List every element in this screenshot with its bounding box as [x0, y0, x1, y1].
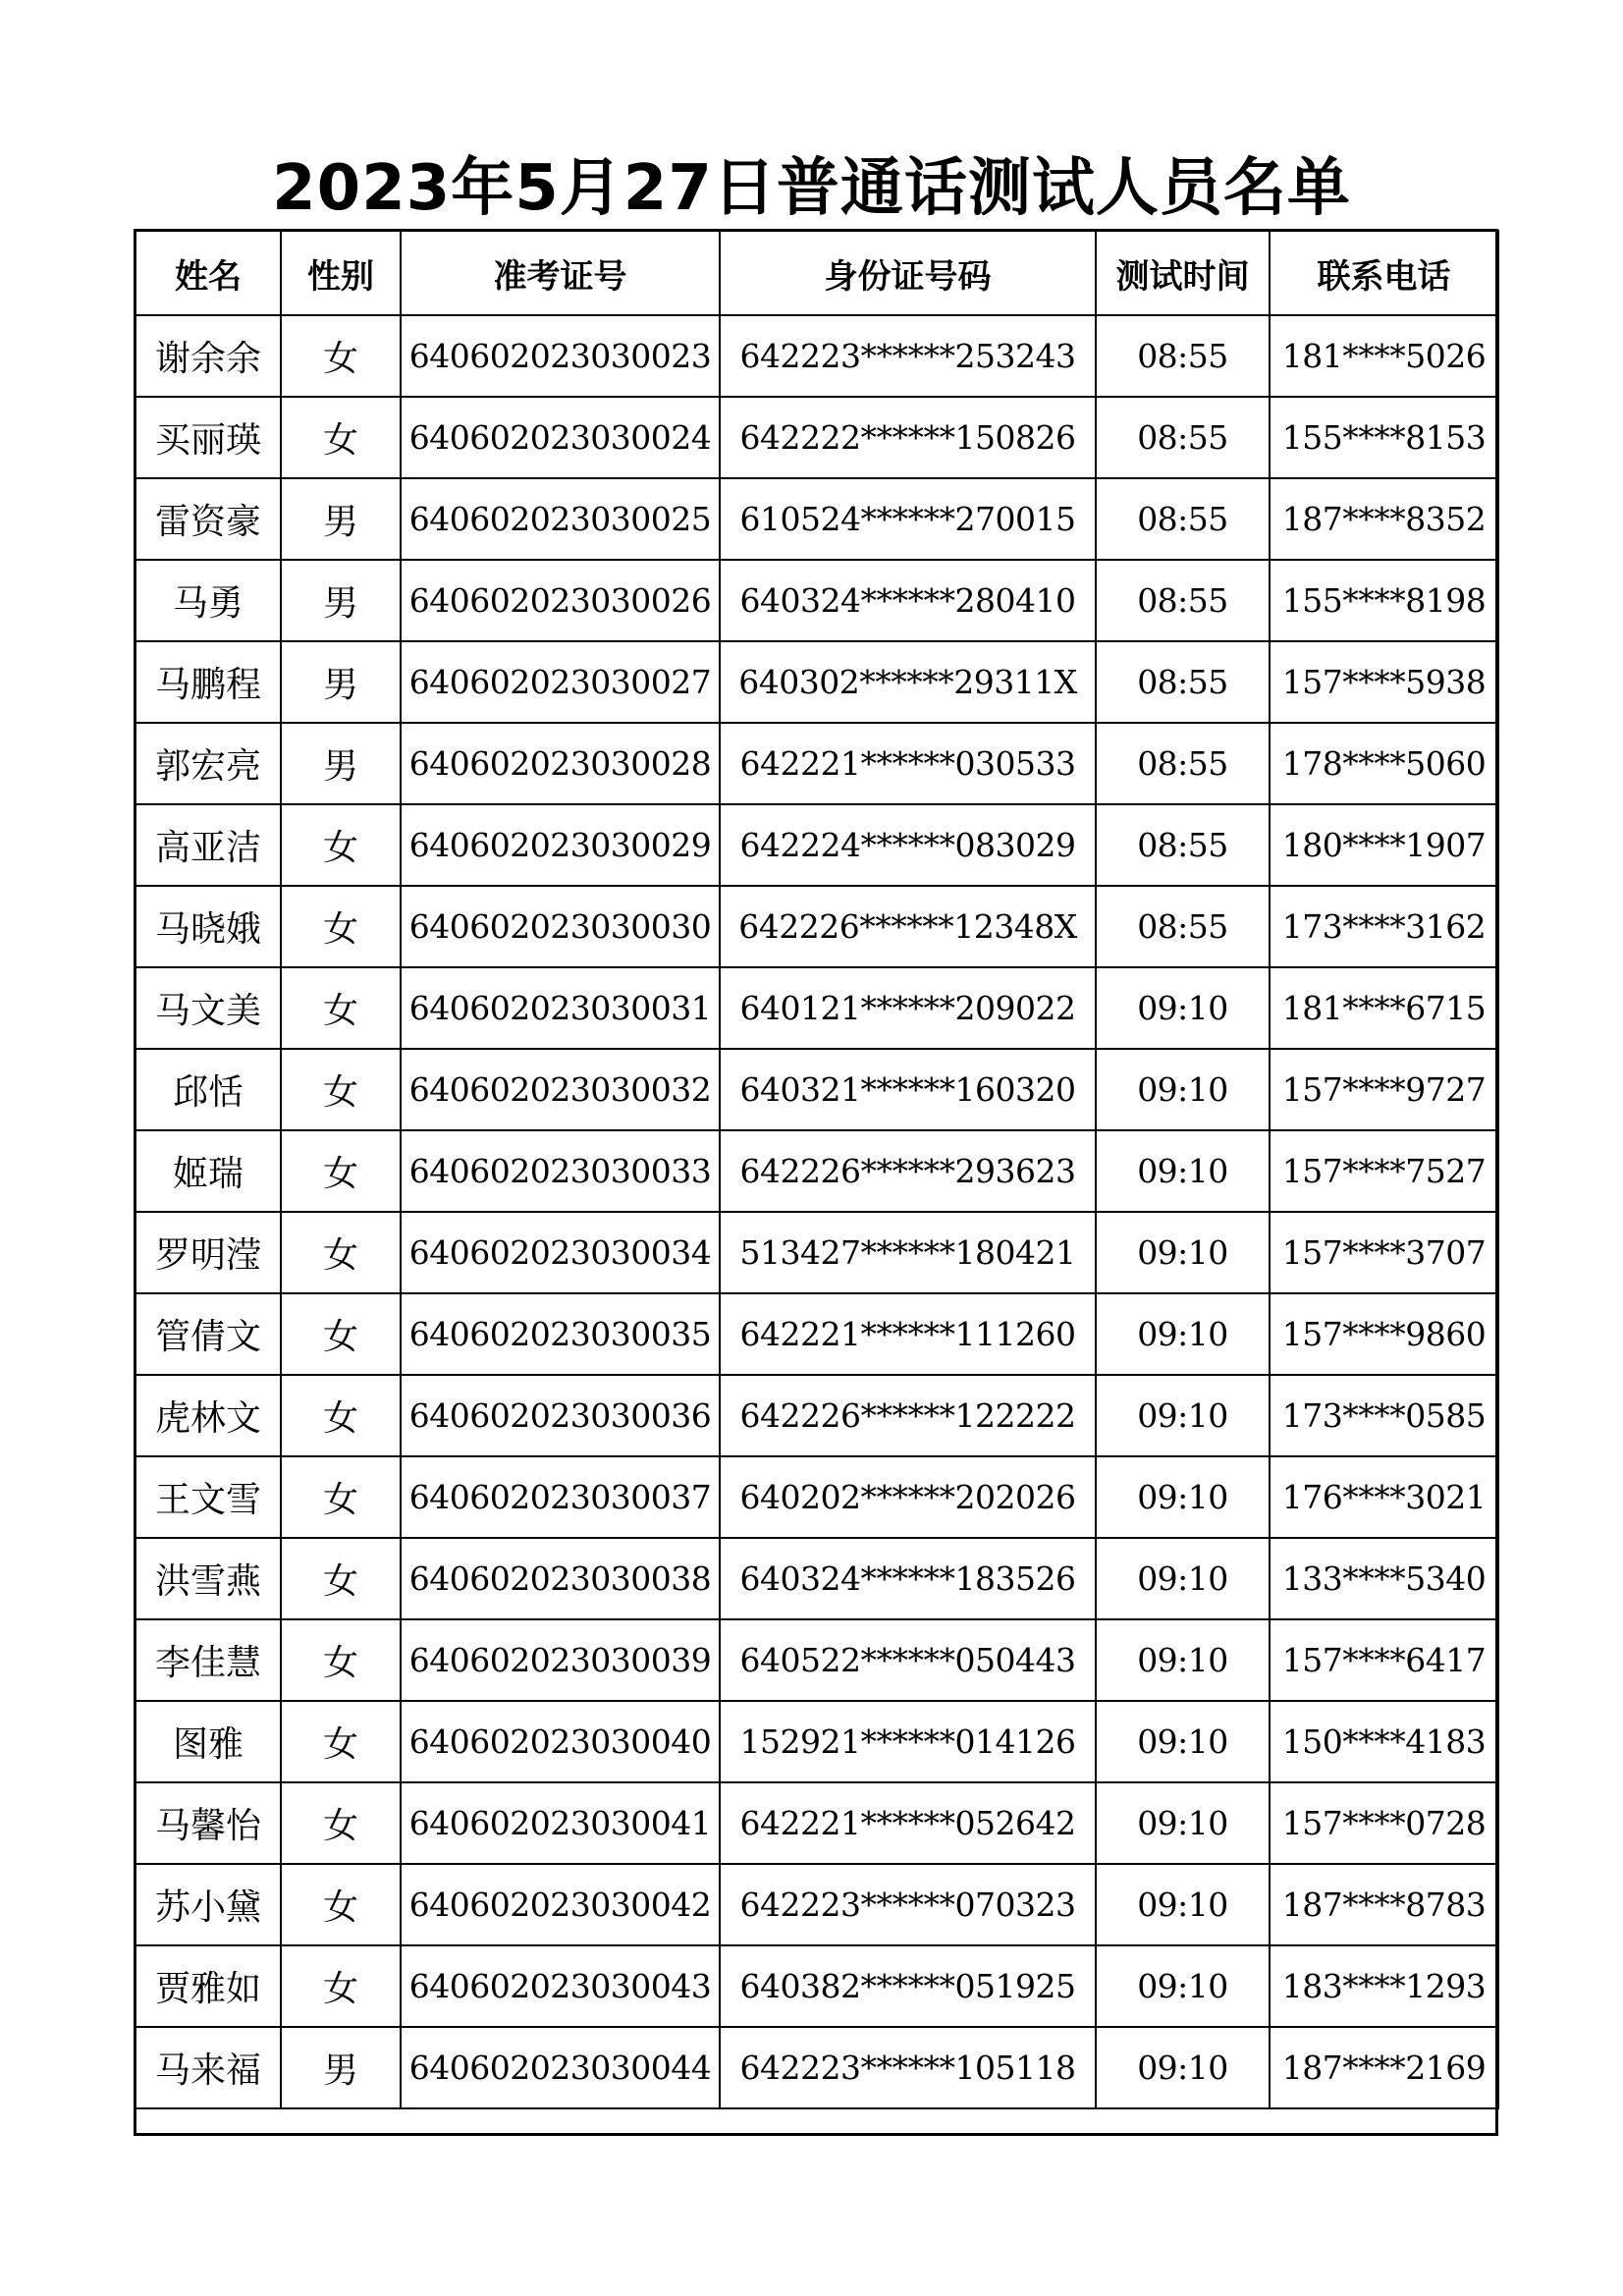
cell-test-time: 08:55 [1096, 886, 1270, 967]
cell-test-time: 09:10 [1096, 1782, 1270, 1864]
cell-admission-number: 640602023030034 [401, 1212, 720, 1293]
cell-phone: 187****8352 [1270, 478, 1498, 560]
cell-id-number: 640324******280410 [720, 560, 1096, 641]
cell-phone: 150****4183 [1270, 1701, 1498, 1782]
cell-admission-number: 640602023030032 [401, 1049, 720, 1130]
table-row [135, 478, 1498, 560]
cell-name: 姬瑞 [135, 1130, 281, 1212]
cell-admission-number: 640602023030035 [401, 1293, 720, 1375]
cell-test-time: 09:10 [1096, 1130, 1270, 1212]
cell-admission-number: 640602023030036 [401, 1375, 720, 1456]
cell-admission-number: 640602023030041 [401, 1782, 720, 1864]
cell-gender: 男 [281, 723, 401, 804]
header-row [135, 231, 1498, 315]
cell-gender: 女 [281, 1945, 401, 2027]
cell-phone: 157****6417 [1270, 1619, 1498, 1701]
cell-phone: 173****3162 [1270, 886, 1498, 967]
header-phone: 联系电话 [1270, 231, 1498, 315]
header-admission-number: 准考证号 [401, 231, 720, 315]
cell-gender: 女 [281, 1701, 401, 1782]
cell-id-number: 640382******051925 [720, 1945, 1096, 2027]
cell-admission-number: 640602023030043 [401, 1945, 720, 2027]
cell-admission-number: 640602023030025 [401, 478, 720, 560]
cell-phone: 157****5938 [1270, 641, 1498, 723]
cell-phone: 157****0728 [1270, 1782, 1498, 1864]
cell-test-time: 08:55 [1096, 397, 1270, 478]
cell-admission-number: 640602023030031 [401, 967, 720, 1049]
cell-test-time: 08:55 [1096, 315, 1270, 397]
cell-name: 高亚洁 [135, 804, 281, 886]
table-row [135, 1701, 1498, 1782]
cell-admission-number: 640602023030039 [401, 1619, 720, 1701]
table-row [135, 315, 1498, 397]
cell-id-number: 513427******180421 [720, 1212, 1096, 1293]
header-gender: 性别 [281, 231, 401, 315]
table-row [135, 1049, 1498, 1130]
table-row [135, 1293, 1498, 1375]
cell-phone: 157****9860 [1270, 1293, 1498, 1375]
cell-admission-number: 640602023030030 [401, 886, 720, 967]
cell-id-number: 640522******050443 [720, 1619, 1096, 1701]
cell-gender: 女 [281, 1130, 401, 1212]
cell-phone: 181****6715 [1270, 967, 1498, 1049]
cell-id-number: 642226******12348X [720, 886, 1096, 967]
cell-test-time: 09:10 [1096, 1701, 1270, 1782]
table-row [135, 2027, 1498, 2108]
cell-test-time: 09:10 [1096, 1293, 1270, 1375]
cell-admission-number: 640602023030029 [401, 804, 720, 886]
cell-id-number: 152921******014126 [720, 1701, 1096, 1782]
cell-gender: 女 [281, 1864, 401, 1945]
cell-admission-number: 640602023030038 [401, 1538, 720, 1619]
cell-test-time: 09:10 [1096, 1375, 1270, 1456]
cell-id-number: 642222******150826 [720, 397, 1096, 478]
cell-gender: 女 [281, 1212, 401, 1293]
cell-id-number: 642226******122222 [720, 1375, 1096, 1456]
cell-id-number: 642223******105118 [720, 2027, 1096, 2108]
cell-name: 虎林文 [135, 1375, 281, 1456]
cell-id-number: 640302******29311X [720, 641, 1096, 723]
cell-test-time: 09:10 [1096, 1945, 1270, 2027]
cell-gender: 男 [281, 2027, 401, 2108]
table-row [135, 886, 1498, 967]
cell-test-time: 08:55 [1096, 641, 1270, 723]
cell-phone: 187****8783 [1270, 1864, 1498, 1945]
cell-test-time: 09:10 [1096, 1212, 1270, 1293]
header-test-time: 测试时间 [1096, 231, 1270, 315]
cell-admission-number: 640602023030037 [401, 1456, 720, 1538]
cell-test-time: 09:10 [1096, 1456, 1270, 1538]
cell-id-number: 642223******070323 [720, 1864, 1096, 1945]
header-id-number: 身份证号码 [720, 231, 1096, 315]
cell-test-time: 09:10 [1096, 1538, 1270, 1619]
cell-gender: 女 [281, 1456, 401, 1538]
table-row [135, 723, 1498, 804]
cell-admission-number: 640602023030028 [401, 723, 720, 804]
table-row [135, 1456, 1498, 1538]
cell-id-number: 640324******183526 [720, 1538, 1096, 1619]
table-row [135, 641, 1498, 723]
cell-name: 苏小黛 [135, 1864, 281, 1945]
cell-name: 罗明滢 [135, 1212, 281, 1293]
cell-phone: 181****5026 [1270, 315, 1498, 397]
cell-gender: 女 [281, 1049, 401, 1130]
cell-name: 马鹏程 [135, 641, 281, 723]
cell-admission-number: 640602023030026 [401, 560, 720, 641]
cell-admission-number: 640602023030023 [401, 315, 720, 397]
table-row [135, 1212, 1498, 1293]
cell-name: 买丽瑛 [135, 397, 281, 478]
cell-name: 图雅 [135, 1701, 281, 1782]
cell-gender: 男 [281, 641, 401, 723]
cell-gender: 女 [281, 1538, 401, 1619]
cell-test-time: 08:55 [1096, 478, 1270, 560]
cell-test-time: 09:10 [1096, 1619, 1270, 1701]
cell-gender: 女 [281, 886, 401, 967]
table-row [135, 1782, 1498, 1864]
cell-gender: 女 [281, 397, 401, 478]
cell-admission-number: 640602023030042 [401, 1864, 720, 1945]
cell-phone: 157****7527 [1270, 1130, 1498, 1212]
cell-name: 马文美 [135, 967, 281, 1049]
cell-id-number: 610524******270015 [720, 478, 1096, 560]
cell-name: 雷资豪 [135, 478, 281, 560]
table-row [135, 1864, 1498, 1945]
cell-admission-number: 640602023030024 [401, 397, 720, 478]
cell-gender: 女 [281, 1782, 401, 1864]
cell-id-number: 642224******083029 [720, 804, 1096, 886]
cell-id-number: 642223******253243 [720, 315, 1096, 397]
cell-test-time: 09:10 [1096, 1864, 1270, 1945]
cell-id-number: 642221******052642 [720, 1782, 1096, 1864]
cell-gender: 男 [281, 478, 401, 560]
cell-gender: 男 [281, 560, 401, 641]
table-row [135, 397, 1498, 478]
roster-table [135, 230, 1499, 2109]
table-row [135, 1619, 1498, 1701]
cell-name: 邱恬 [135, 1049, 281, 1130]
cell-name: 郭宏亮 [135, 723, 281, 804]
cell-test-time: 09:10 [1096, 2027, 1270, 2108]
table-row [135, 804, 1498, 886]
table-row [135, 1375, 1498, 1456]
cell-phone: 173****0585 [1270, 1375, 1498, 1456]
cell-gender: 女 [281, 315, 401, 397]
cell-id-number: 640321******160320 [720, 1049, 1096, 1130]
cell-name: 马晓娥 [135, 886, 281, 967]
table-row [135, 1538, 1498, 1619]
cell-name: 马馨怡 [135, 1782, 281, 1864]
cell-admission-number: 640602023030040 [401, 1701, 720, 1782]
cell-name: 马来福 [135, 2027, 281, 2108]
cell-id-number: 640121******209022 [720, 967, 1096, 1049]
cell-name: 李佳慧 [135, 1619, 281, 1701]
cell-phone: 180****1907 [1270, 804, 1498, 886]
table-row [135, 967, 1498, 1049]
cell-phone: 178****5060 [1270, 723, 1498, 804]
cell-gender: 女 [281, 967, 401, 1049]
roster-body [135, 315, 1498, 2108]
cell-gender: 女 [281, 1619, 401, 1701]
cell-name: 马勇 [135, 560, 281, 641]
cell-admission-number: 640602023030027 [401, 641, 720, 723]
cell-test-time: 08:55 [1096, 804, 1270, 886]
cell-phone: 155****8153 [1270, 397, 1498, 478]
cell-name: 贾雅如 [135, 1945, 281, 2027]
cell-phone: 187****2169 [1270, 2027, 1498, 2108]
cell-id-number: 642221******111260 [720, 1293, 1096, 1375]
cell-phone: 157****9727 [1270, 1049, 1498, 1130]
cell-name: 谢余余 [135, 315, 281, 397]
cell-test-time: 09:10 [1096, 967, 1270, 1049]
cell-phone: 133****5340 [1270, 1538, 1498, 1619]
cell-gender: 女 [281, 1293, 401, 1375]
cell-id-number: 642226******293623 [720, 1130, 1096, 1212]
cell-name: 管倩文 [135, 1293, 281, 1375]
cell-phone: 183****1293 [1270, 1945, 1498, 2027]
cell-gender: 女 [281, 1375, 401, 1456]
cell-admission-number: 640602023030033 [401, 1130, 720, 1212]
cell-test-time: 09:10 [1096, 1049, 1270, 1130]
table-row [135, 1945, 1498, 2027]
cell-phone: 176****3021 [1270, 1456, 1498, 1538]
cell-admission-number: 640602023030044 [401, 2027, 720, 2108]
cell-test-time: 08:55 [1096, 560, 1270, 641]
cell-phone: 157****3707 [1270, 1212, 1498, 1293]
page-title: 2023年5月27日普通话测试人员名单 [272, 152, 1351, 225]
table-row [135, 1130, 1498, 1212]
cell-name: 洪雪燕 [135, 1538, 281, 1619]
cell-gender: 女 [281, 804, 401, 886]
header-name: 姓名 [135, 231, 281, 315]
table-row [135, 560, 1498, 641]
cell-name: 王文雪 [135, 1456, 281, 1538]
cell-id-number: 640202******202026 [720, 1456, 1096, 1538]
cell-id-number: 642221******030533 [720, 723, 1096, 804]
cell-phone: 155****8198 [1270, 560, 1498, 641]
cell-test-time: 08:55 [1096, 723, 1270, 804]
